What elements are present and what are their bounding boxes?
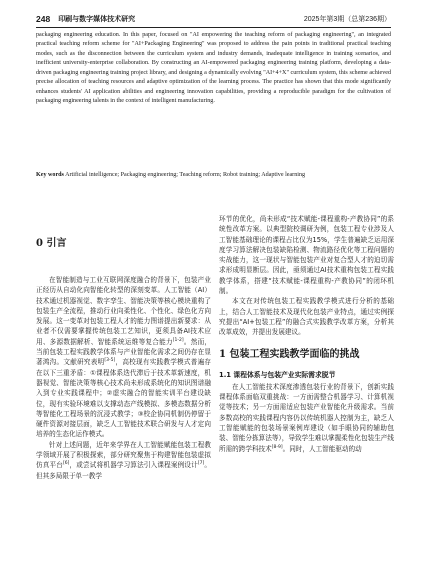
paragraph-text: 。然而，当前包装工程实践教学体系与产业智能化需求之间仍存在显著鸿沟。文献研究表明 bbox=[36, 337, 212, 367]
citation: [3-5] bbox=[104, 358, 116, 364]
paragraph: 本文在对传统包装工程实践教学模式进行分析的基础上，结合人工智能技术及现代化包装产业特点，通过实例探究提出“AI+包装工程”的融合式实践教学改革方案，分析其改革成效，并提出发展建议。 bbox=[219, 297, 394, 337]
citation: [6] bbox=[63, 461, 70, 467]
paragraph bbox=[36, 275, 211, 440]
left-column bbox=[36, 215, 211, 481]
keywords-text: Artificial intelligence; Packaging engineering; Teaching reform; Robot training; Adaptive learning bbox=[65, 172, 306, 178]
running-header bbox=[36, 12, 391, 26]
right-column bbox=[219, 214, 394, 454]
section-title-introduction: 0 引言 bbox=[36, 238, 67, 249]
paragraph-text: ，高校现有实践教学模式普遍存在以下三重矛盾：①课程体系迭代滞后于技术革新速度，机器视觉、智能决策等核心技术尚未形成系统化的知识图谱融入到专业实践课程中；②虚实融合的智能实训平台建设缺位，现有实验环境难以支撑动态产线模拟、多模态数据分析等智能化工程场景的沉浸式教学；③校企协同机制仍停留于硬件资源对接层面，缺乏人工智能技术联合研发与人才定向培养的生态化运作模式。 bbox=[36, 358, 212, 439]
section-title-challenges: 1 包装工程实践教学面临的挑战 bbox=[219, 348, 360, 360]
english-abstract: packaging engineering education. In this paper, focused on "AI empowering the teaching reform of packaging engineering", an integrated practical teaching reform scheme for "AI+Packaging Engineering" was proposed to address the pain points in traditional practical teaching modes, such as the disconnection between the curriculum system and industry demands, inadequate intelligence in training scenarios, and inefficient university-enterprise collaboration. By constructing an AI-empowered packaging engineering training platform, developing a data-driven packaging engineering training project library, and designing a dynamically evolving "AI+4+X" curriculum system, this scheme achieved precise allocation of teaching resources and adaptive optimization of the learning process. The practice has shown that this mode significantly enhances students' AI application abilities and engineering innovation capabilities, providing a reproducible paradigm for the cultivation of packaging engineering talents in the context of intelligent manufacturing. bbox=[36, 32, 391, 105]
paragraph: 环节的优化，尚未形成“技术赋能-课程重构-产教协同”的系统性改革方案。以典型院校调研为例，包装工程专业涉及人工智能基础理论的课程占比仅为15%，学生普遍缺乏运用深度学习算法解决包装缺陷检测、物流路径优化等工程问题的实战能力，这一现状与智能包装产业对复合型人才的迫切需求形成明显断层。因此，亟须通过AI技术重构包装工程实践教学体系，搭建“技术赋能-课程重构-产教协同”的闭环机制。 bbox=[219, 215, 394, 296]
issue-info: 2025年第3期（总第236期） bbox=[303, 16, 391, 23]
paragraph-text: 针对上述问题，近年来学界在人工智能赋能包装工程教学领域开展了积极探索，部分研究聚焦于构建智能包装虚拟仿真平台 bbox=[36, 440, 211, 470]
paragraph-text: ，或尝试将机器学习算法引入课程案例设计 bbox=[69, 461, 198, 470]
paragraph bbox=[36, 440, 211, 481]
paragraph-text: 在智能制造与工业互联网深度融合的背景下，包装产业正经历从自动化向智能化转型的深刻变革。人工智能（AI）技术通过机器视觉、数字孪生、智能决策等核心模块重构了包装生产全流程，推动行业向柔性化、个性化、绿色化方向发展。这一变革对包装工程人才的能力图谱提出新要求：从业者不仅需要掌握传统包装工艺知识，更须具备AI技术应用、多源数据解析、智能系统运维等复合能力 bbox=[36, 276, 211, 346]
paragraph-text: 在人工智能技术深度渗透包装行业的背景下，创新实践课程体系面临双重挑战：一方面需整合机器学习、计算机视觉等技术；另一方面需适应包装产业智能化升级需求。当前多数高校的实践课程内容仍以传统机器人控制为主，缺乏人工智能赋能的包装场景案例库建设（如手眼协同的辅助包装、智能分拣算法等），导致学生难以掌握柔性化包装生产线所需的跨学科技术 bbox=[219, 382, 394, 453]
paragraph-text: 。但其多局限于单一教学 bbox=[36, 461, 212, 480]
paragraph-text: 。同时，人工智能驱动的动 bbox=[282, 444, 362, 453]
journal-name: 印刷与数字媒体技术研究 bbox=[58, 16, 136, 23]
header-rule bbox=[36, 27, 391, 28]
citation: [1-2] bbox=[172, 337, 184, 343]
keywords bbox=[36, 171, 391, 180]
paragraph bbox=[219, 382, 394, 454]
citation: [7] bbox=[197, 461, 205, 467]
keywords-label: Key words bbox=[36, 172, 64, 178]
subsection-title: 1.1 课程体系与包装产业实际需求脱节 bbox=[219, 370, 336, 379]
page-number: 248 bbox=[36, 14, 51, 24]
citation: [8-9] bbox=[271, 444, 283, 450]
